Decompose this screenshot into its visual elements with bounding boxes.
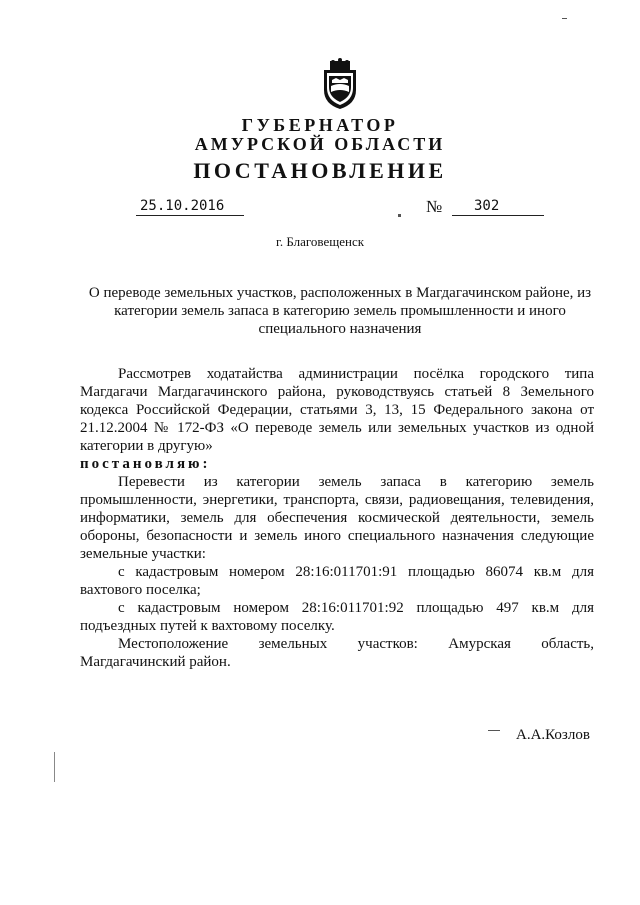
signer-name: А.А.Козлов xyxy=(516,727,590,743)
document-date: 25.10.2016 xyxy=(136,198,244,216)
resolve-word: постановляю: xyxy=(80,456,211,472)
scan-mark xyxy=(562,18,567,19)
transfer-paragraph: Перевести из категории земель запаса в категорию земель промышленности, энергетики, транспорта, связи, радиовещания, телевидения, информатики, земель для обеспечения космической деятельности, земель обороны, безопасности и земель иного специального назначения следующие земельные участки: xyxy=(80,474,594,562)
subject-heading: О переводе земельных участков, расположенных в Магдагачинском районе, из категории земель запаса в категорию земель промышленности и иного специального назначения xyxy=(88,285,592,337)
coat-of-arms-emblem xyxy=(318,58,362,110)
document-number: 302 xyxy=(452,198,544,216)
plot-item-2: с кадастровым номером 28:16:011701:92 площадью 497 кв.м для подъездных путей к вахтовому поселку. xyxy=(80,600,594,634)
city: г. Благовещенск xyxy=(275,234,365,249)
scan-mark xyxy=(54,752,55,782)
title-governor: ГУБЕРНАТОР xyxy=(241,115,399,135)
plot-item-1: с кадастровым номером 28:16:011701:91 площадью 86074 кв.м для вахтового поселка; xyxy=(80,564,594,598)
document-body xyxy=(80,365,594,671)
document-type-title: ПОСТАНОВЛЕНИЕ xyxy=(193,158,447,183)
intro-paragraph: Рассмотрев ходатайства администрации посёлка городского типа Магдагачи Магдагачинского района, руководствуясь статьей 8 Земельного кодекса Российской Федерации, статьями 3, 13, 15 Федерального закона от 21.12.2004 № 172-ФЗ «О переводе земель или земельных участков из одной категории в другую» xyxy=(80,366,594,454)
title-region: АМУРСКОЙ ОБЛАСТИ xyxy=(194,134,446,154)
location-paragraph: Местоположение земельных участков: Амурская область, Магдагачинский район. xyxy=(80,636,594,670)
scan-mark xyxy=(398,214,401,217)
scan-mark xyxy=(488,730,500,731)
number-label: № xyxy=(426,197,443,216)
